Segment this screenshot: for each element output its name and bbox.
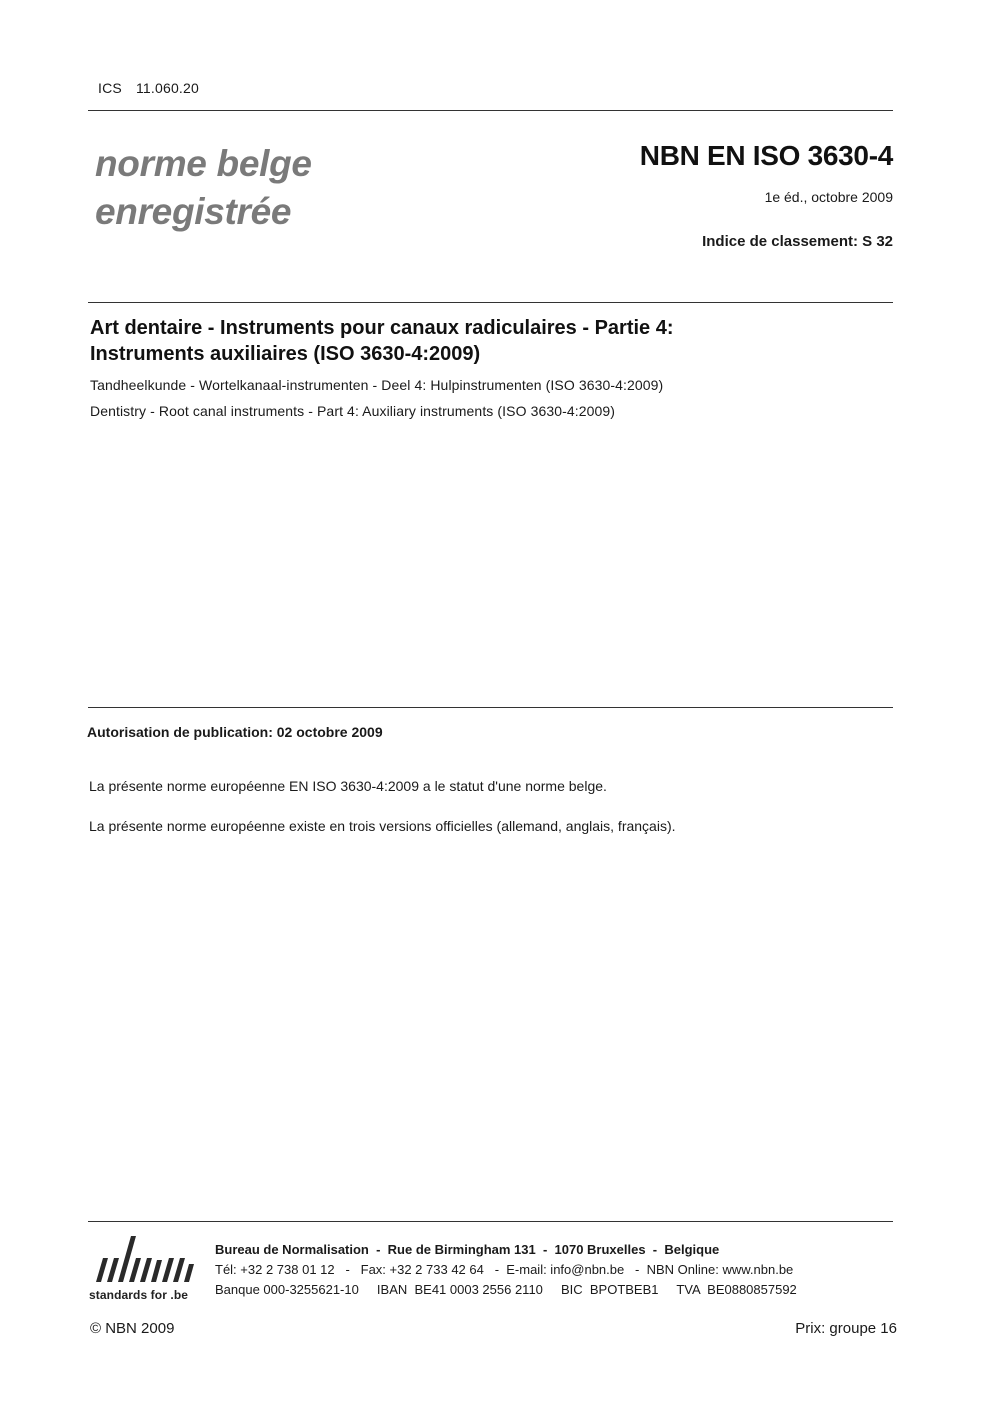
classification-index: Indice de classement: S 32 — [702, 233, 893, 250]
title-french-line-2: Instruments auxiliaires (ISO 3630-4:2009) — [90, 343, 481, 365]
brand-title — [95, 140, 312, 236]
standard-number: NBN EN ISO 3630-4 — [639, 140, 893, 171]
brand-line-2: enregistrée — [95, 191, 292, 232]
versions-statement: La présente norme européenne existe en trois versions officielles (allemand, anglais, français). — [89, 818, 676, 834]
status-statement: La présente norme européenne EN ISO 3630-4:2009 a le statut d'une norme belge. — [89, 778, 607, 794]
logo-tagline: standards for .be — [89, 1288, 189, 1302]
header-divider — [88, 110, 893, 111]
edition-info: 1e éd., octobre 2009 — [764, 189, 893, 205]
footer-contact: Tél: +32 2 738 01 12 - Fax: +32 2 733 42 64 - E-mail: info@nbn.be - NBN Online: www.nbn.be — [215, 1262, 794, 1277]
ics-code — [98, 80, 199, 96]
brand-line-1: norme belge — [95, 143, 312, 184]
title-dutch: Tandheelkunde - Wortelkanaal-instrumenten - Deel 4: Hulpinstrumenten (ISO 3630-4:2009) — [90, 377, 664, 393]
copyright: © NBN 2009 — [90, 1320, 175, 1337]
footer-bank-details: Banque 000-3255621-10 IBAN BE41 0003 2556 2110 BIC BPOTBEB1 TVA BE0880857592 — [215, 1282, 797, 1297]
publication-authorisation: Autorisation de publication: 02 octobre 2009 — [87, 724, 383, 740]
body-divider — [88, 707, 893, 708]
title-divider — [88, 302, 893, 303]
ics-label: ICS — [98, 80, 122, 96]
title-french — [90, 315, 870, 367]
ics-number: 11.060.20 — [135, 80, 199, 96]
footer-address: Bureau de Normalisation - Rue de Birmingham 131 - 1070 Bruxelles - Belgique — [215, 1242, 720, 1257]
footer-divider — [88, 1221, 893, 1222]
title-french-line-1: Art dentaire - Instruments pour canaux radiculaires - Partie 4: — [90, 317, 674, 339]
price-group: Prix: groupe 16 — [795, 1320, 897, 1337]
title-english: Dentistry - Root canal instruments - Part 4: Auxiliary instruments (ISO 3630-4:2009) — [90, 403, 616, 419]
